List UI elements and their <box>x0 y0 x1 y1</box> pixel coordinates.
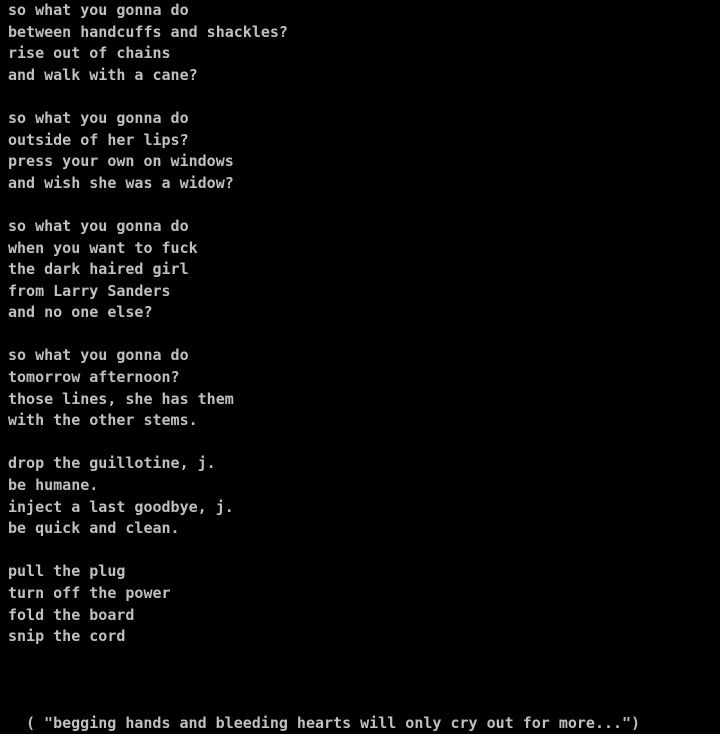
poem-stanza <box>8 561 720 647</box>
poem-stanza <box>8 453 720 539</box>
poem-line: and walk with a cane? <box>8 65 198 84</box>
poem-line: those lines, she has them <box>8 389 234 408</box>
poem-line: with the other stems. <box>8 411 198 430</box>
poem-stanza <box>8 345 720 431</box>
poem-line: so what you gonna do <box>8 1 189 19</box>
poem-line: tomorrow afternoon? <box>8 368 180 387</box>
poem-line: drop the guillotine, j. <box>8 454 216 473</box>
poem-footer-quote: ( "begging hands and bleeding hearts will only cry out for more...") <box>26 713 641 732</box>
poem-line: be quick and clean. <box>8 519 180 538</box>
poem-line: between handcuffs and shackles? <box>8 22 288 41</box>
poem-line: be humane. <box>8 476 99 494</box>
poem-line: and wish she was a widow? <box>8 173 234 192</box>
poem-line: the dark haired girl <box>8 260 189 279</box>
poem-line: fold the board <box>8 605 135 624</box>
poem-line: pull the plug <box>8 562 126 581</box>
poem-text <box>8 0 720 648</box>
poem-stanza <box>8 216 720 324</box>
poem-line: so what you gonna do <box>8 108 189 127</box>
poem-line: from Larry Sanders <box>8 281 171 300</box>
poem-stanza <box>8 0 720 86</box>
poem-line: turn off the power <box>8 583 171 602</box>
poem-line: so what you gonna do <box>8 216 189 235</box>
poem-line: press your own on windows <box>8 152 234 171</box>
poem-line: and no one else? <box>8 303 153 322</box>
poem-stanza <box>8 108 720 194</box>
poem-line: inject a last goodbye, j. <box>8 497 234 516</box>
poem-line: so what you gonna do <box>8 346 189 365</box>
poem-line: outside of her lips? <box>8 130 189 149</box>
poem-line: snip the cord <box>8 627 126 646</box>
poem-line: rise out of chains <box>8 44 171 63</box>
poem-line: when you want to fuck <box>8 238 198 257</box>
